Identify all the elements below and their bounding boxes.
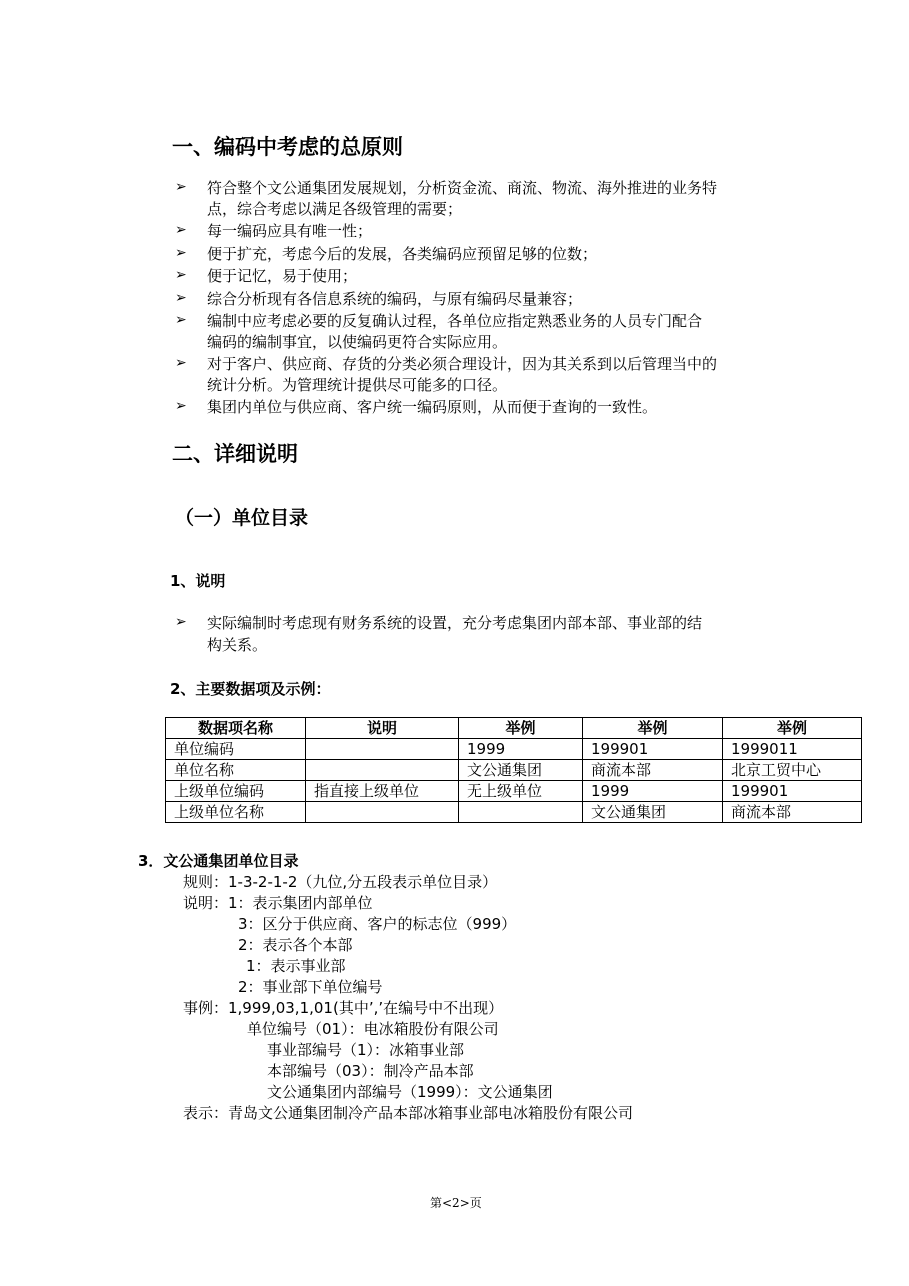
arrow-bullet-icon: ➢ — [175, 222, 187, 238]
col-header-description: 说明 — [306, 718, 459, 739]
rule-line: 2：表示各个本部 — [238, 936, 353, 954]
table-cell: 上级单位编码 — [166, 781, 306, 802]
rule-line: 事业部编号（1）：冰箱事业部 — [267, 1041, 465, 1059]
heading-principles: 一、编码中考虑的总原则 — [172, 135, 403, 159]
col-header-example: 举例 — [459, 718, 583, 739]
rule-line: 1：表示事业部 — [246, 957, 346, 975]
arrow-bullet-icon: ➢ — [175, 398, 187, 414]
rule-line: 3：区分于供应商、客户的标志位（999） — [238, 915, 517, 933]
arrow-bullet-icon: ➢ — [175, 614, 187, 630]
table-row — [166, 739, 862, 760]
table-row — [166, 781, 862, 802]
rule-line: 事例：1,999,03,1,01(其中’,’在编号中不出现） — [183, 999, 504, 1017]
arrow-bullet-icon: ➢ — [175, 245, 187, 261]
table-cell: 商流本部 — [583, 760, 723, 781]
table-cell — [306, 802, 459, 823]
col-header-example: 举例 — [723, 718, 862, 739]
table-cell: 1999 — [583, 781, 723, 802]
rule-line: 文公通集团内部编号（1999）：文公通集团 — [267, 1083, 553, 1101]
table-cell: 文公通集团 — [459, 760, 583, 781]
section-title-group-directory: 3．文公通集团单位目录 — [138, 852, 299, 870]
table-cell: 无上级单位 — [459, 781, 583, 802]
table-cell: 199901 — [583, 739, 723, 760]
table-row — [166, 760, 862, 781]
arrow-bullet-icon: ➢ — [175, 355, 187, 371]
table-cell: 指直接上级单位 — [306, 781, 459, 802]
data-items-table — [165, 717, 862, 823]
heading-unit-directory: （一）单位目录 — [175, 507, 309, 529]
table-cell: 单位编码 — [166, 739, 306, 760]
table-cell: 1999 — [459, 739, 583, 760]
table-cell — [459, 802, 583, 823]
page-number: 第<2>页 — [430, 1196, 482, 1210]
arrow-bullet-icon: ➢ — [175, 290, 187, 306]
table-cell: 1999011 — [723, 739, 862, 760]
col-header-item-name: 数据项名称 — [166, 718, 306, 739]
arrow-bullet-icon: ➢ — [175, 312, 187, 328]
rule-line: 本部编号（03）：制冷产品本部 — [267, 1062, 474, 1080]
arrow-bullet-icon: ➢ — [175, 179, 187, 195]
rule-line: 规则：1-3-2-1-2（九位,分五段表示单位目录） — [183, 873, 498, 891]
heading-details: 二、详细说明 — [172, 442, 298, 466]
table-cell: 上级单位名称 — [166, 802, 306, 823]
table-cell — [306, 739, 459, 760]
section-title-data-items: 2、主要数据项及示例： — [170, 680, 331, 698]
table-cell — [306, 760, 459, 781]
col-header-example: 举例 — [583, 718, 723, 739]
section-title-description: 1、说明 — [170, 572, 226, 590]
rule-line: 表示：青岛文公通集团制冷产品本部冰箱事业部电冰箱股份有限公司 — [183, 1104, 634, 1122]
rule-line: 2：事业部下单位编号 — [238, 978, 383, 996]
rule-line: 说明：1：表示集团内部单位 — [183, 894, 373, 912]
table-header-row — [166, 718, 862, 739]
table-cell: 文公通集团 — [583, 802, 723, 823]
table-cell: 北京工贸中心 — [723, 760, 862, 781]
rule-line: 单位编号（01）：电冰箱股份有限公司 — [247, 1020, 499, 1038]
table-cell: 199901 — [723, 781, 862, 802]
description-line: 构关系。 — [207, 636, 268, 654]
arrow-bullet-icon: ➢ — [175, 267, 187, 283]
description-line: 实际编制时考虑现有财务系统的设置，充分考虑集团内部本部、事业部的结 — [207, 614, 703, 632]
table-cell: 商流本部 — [723, 802, 862, 823]
table-cell: 单位名称 — [166, 760, 306, 781]
table-row — [166, 802, 862, 823]
